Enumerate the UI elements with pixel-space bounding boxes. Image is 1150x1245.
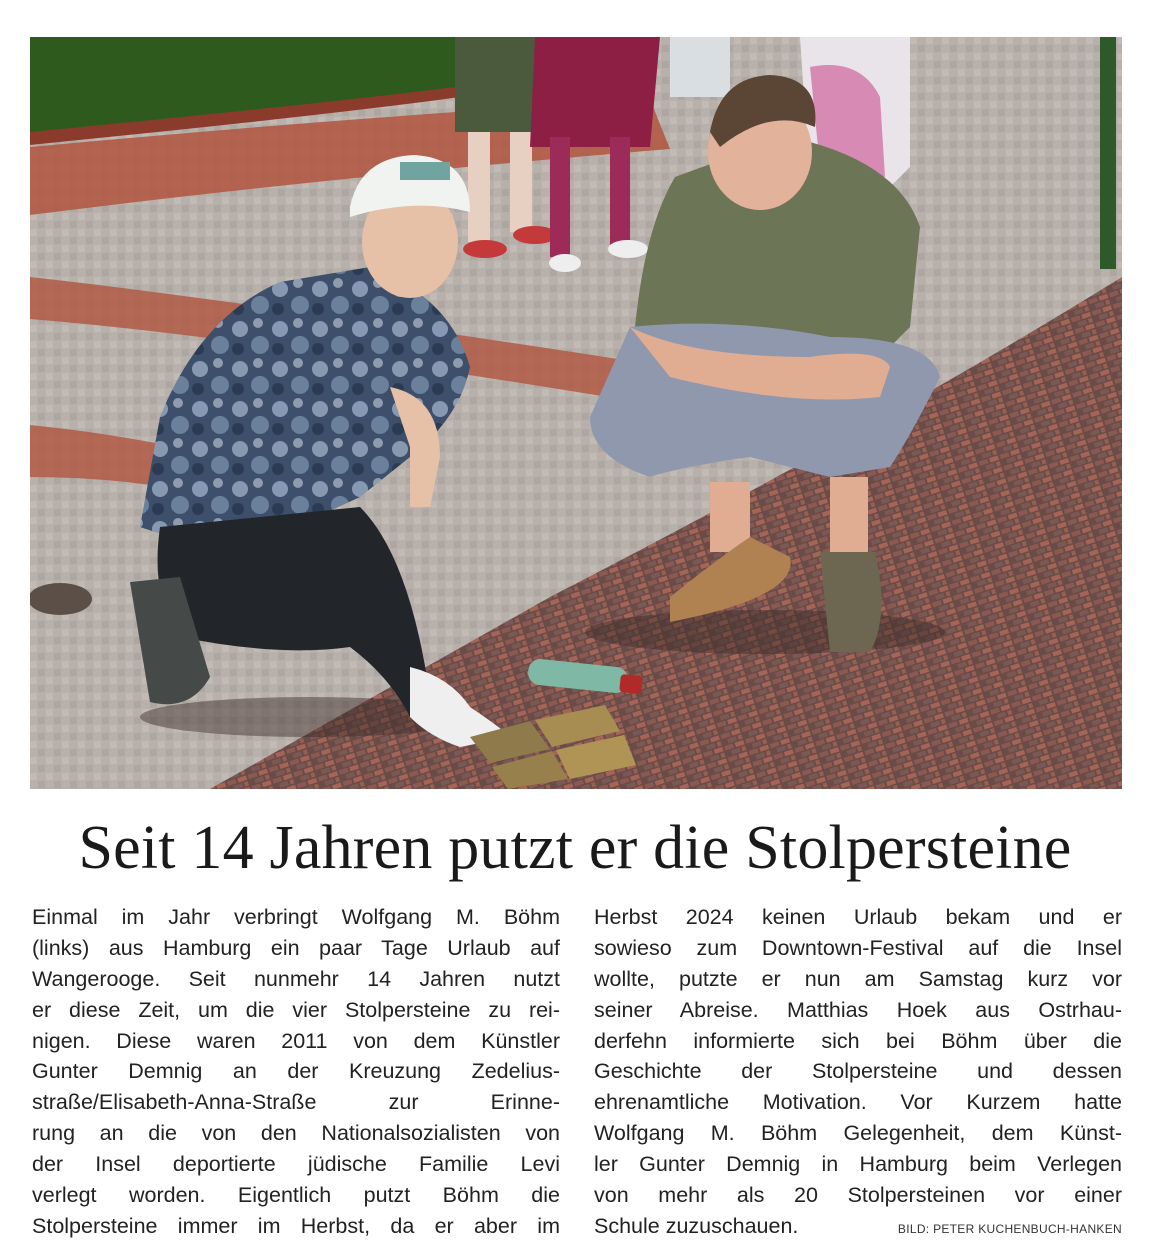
photo-illustration: [30, 37, 1122, 789]
body-text-line: (links) aus Hamburg ein paar Tage Urlaub auf: [32, 935, 560, 960]
body-text-line: straße/Elisabeth-Anna-Straße zur Erinne-: [32, 1090, 560, 1115]
body-text-line: Einmal im Jahr verbringt Wolfgang M. Böhm: [32, 905, 560, 929]
body-text-line: verlegt worden. Eigentlich putzt Böhm die: [32, 1183, 560, 1208]
body-text-line: seiner Abreise. Matthias Hoek aus Ostrhau-: [594, 997, 1122, 1022]
body-text-line: ler Gunter Demnig in Hamburg beim Verlegen: [594, 1152, 1122, 1177]
body-text-line: rung an die von den Nationalsozialisten von: [32, 1121, 560, 1146]
pole: [1100, 37, 1116, 269]
article-column-left: [32, 902, 560, 1242]
article-column-right: [594, 902, 1122, 1245]
body-text-line: ehrenamtliche Motivation. Vor Kurzem hatte: [594, 1090, 1122, 1115]
closing-line: [594, 1211, 1122, 1245]
body-text-line: Wangerooge. Seit nunmehr 14 Jahren nutzt: [32, 966, 560, 991]
body-text-line: er diese Zeit, um die vier Stolpersteine zu rei-: [32, 997, 560, 1022]
article-photo: [30, 37, 1122, 789]
manhole-cover: [30, 583, 92, 615]
body-text-line: der Insel deportierte jüdische Familie Levi: [32, 1152, 560, 1177]
body-text-line: sowieso zum Downtown-Festival auf die Insel: [594, 935, 1122, 960]
body-text-line: derfehn informierte sich bei Böhm über die: [594, 1028, 1122, 1053]
body-text-line: Schule zuzuschauen.: [594, 1213, 799, 1238]
body-text-line: Gunter Demnig an der Kreuzung Zedelius-: [32, 1059, 560, 1084]
body-text-line: nigen. Diese waren 2011 von dem Künstler: [32, 1028, 560, 1053]
body-text-line: von mehr als 20 Stolpersteinen vor einer: [594, 1183, 1122, 1208]
body-text-line: Herbst 2024 keinen Urlaub bekam und er: [594, 905, 1122, 929]
body-text-line: Geschichte der Stolpersteine und dessen: [594, 1059, 1122, 1084]
photo-credit: BILD: PETER KUCHENBUCH-HANKEN: [897, 1221, 1122, 1236]
headline: Seit 14 Jahren putzt er die Stolpersteine: [78, 814, 1072, 882]
body-text-line: wollte, putzte er nun am Samstag kurz vor: [594, 966, 1122, 991]
body-text-line: Stolpersteine immer im Herbst, da er aber im: [32, 1213, 560, 1238]
body-text-line: Wolfgang M. Böhm Gelegenheit, dem Künst-: [594, 1121, 1122, 1146]
